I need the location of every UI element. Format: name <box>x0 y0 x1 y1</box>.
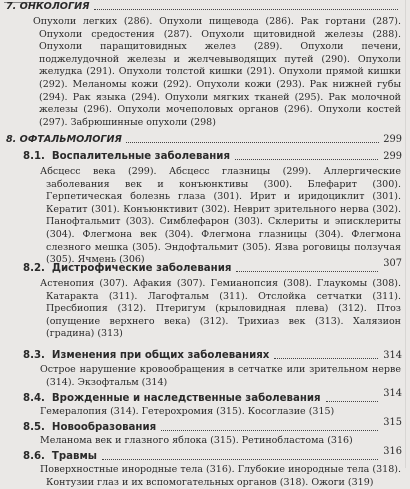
section-title: Травмы <box>51 451 98 462</box>
chapter-7-body: Опухоли легких (286). Опухоли пищевода (286). Рак гортани (287). Опухоли средостения (287). Опухоли щитовидной железы (288). Опухоли паращитовидных желез (289). Опухоли печени, поджелудочной железы и желчевыводящих путей (290). Опухоли желудка (291). Опухоли толстой кишки (291). Опухоли прямой кишки (292). Меланомы кожи (292). Опухоли кожи (293). Рак нижней губы (294). Рак языка (294). Опухоли мягких тканей (295). Рак молочной железы (296). Опухоли мочеполовых органов (296). Опухоли костей (297). Забрюшинные опухоли (298) <box>33 16 401 128</box>
section-8-5-heading <box>23 417 402 435</box>
section-8-1-heading <box>23 149 402 164</box>
dot-leader <box>161 429 378 431</box>
dot-leader <box>126 141 379 143</box>
section-number: 8.1. <box>23 151 45 162</box>
section-number: 8.3. <box>23 350 45 361</box>
section-8-2-body: Астенопия (307). Афакия (307). Гемианопсия (308). Глаукомы (308). Катаракта (311). Лагофтальм (311). Отслойка сетчатки (311). Пресбиопия (312). Птеригум (крыловидная плева) (312). Птоз (опущение верхнего века) (312). Трихиаз век (313). Халязион (градина) (313) <box>40 278 401 340</box>
chapter-8-heading <box>6 132 402 147</box>
section-title: Изменения при общих заболеваниях <box>51 350 270 361</box>
section-title: Воспалительные заболевания <box>51 151 230 162</box>
dot-leader <box>274 357 378 359</box>
chapter-7-heading <box>6 0 402 14</box>
chapter-8-page: 299 <box>383 134 402 145</box>
section-title: Новообразования <box>51 422 157 433</box>
dot-leader <box>102 458 378 460</box>
section-8-3-body: Острое нарушение кровообращения в сетчатке или зрительном нерве (314). Экзофтальм (314) <box>40 364 401 388</box>
page-edge <box>405 0 406 468</box>
dot-leader <box>235 158 378 160</box>
section-page: 315 <box>383 417 402 428</box>
dot-leader <box>236 270 378 272</box>
section-title: Дистрофические заболевания <box>51 263 232 274</box>
section-8-2-heading <box>23 258 402 276</box>
section-8-6-heading <box>23 446 402 464</box>
section-page: 307 <box>383 258 402 269</box>
section-number: 8.5. <box>23 422 45 433</box>
chapter-8-title: 8. ОФТАЛЬМОЛОГИЯ <box>6 134 122 145</box>
section-number: 8.2. <box>23 263 45 274</box>
dot-leader <box>326 400 379 402</box>
dot-leader <box>94 8 399 10</box>
section-8-5-body: Меланома век и глазного яблока (315). Ретинобластома (316) <box>40 435 353 446</box>
section-title: Врожденные и наследственные заболевания <box>51 393 321 404</box>
section-number: 8.4. <box>23 393 45 404</box>
section-page: 299 <box>383 151 402 162</box>
section-8-3-heading <box>23 348 402 363</box>
section-8-6-body: Поверхностные инородные тела (316). Глубокие инородные тела (318). Контузии глаз и их вспомогательных органов (318). Ожоги (319) <box>40 464 401 488</box>
section-8-4-body: Гемералопия (314). Гетерохромия (315). Косоглазие (315) <box>40 406 335 417</box>
section-number: 8.6. <box>23 451 45 462</box>
section-8-4-heading <box>23 388 402 406</box>
chapter-7-title: 7. ОНКОЛОГИЯ <box>6 1 90 12</box>
section-page: 316 <box>383 446 402 457</box>
section-page: 314 <box>383 350 402 361</box>
section-page: 314 <box>383 388 402 399</box>
section-8-1-body: Абсцесс века (299). Абсцесс глазницы (299). Аллергические заболевания век и конъюнктивы (300). Блефарит (300). Герпетическая болезнь глаза (301). Ирит и иридоциклит (301). Кератит (301). Конъюнктивит (302). Неврит зрительного нерва (302). Панофтальмит (303). Симблефарон (303). Склериты и эписклериты (304). Флегмона век (304). Флегмона глазницы (304). Флегмона слезного мешка (305). Эндофтальмит (305). Язва роговицы ползучая (305). Ячмень (306) <box>40 166 401 266</box>
